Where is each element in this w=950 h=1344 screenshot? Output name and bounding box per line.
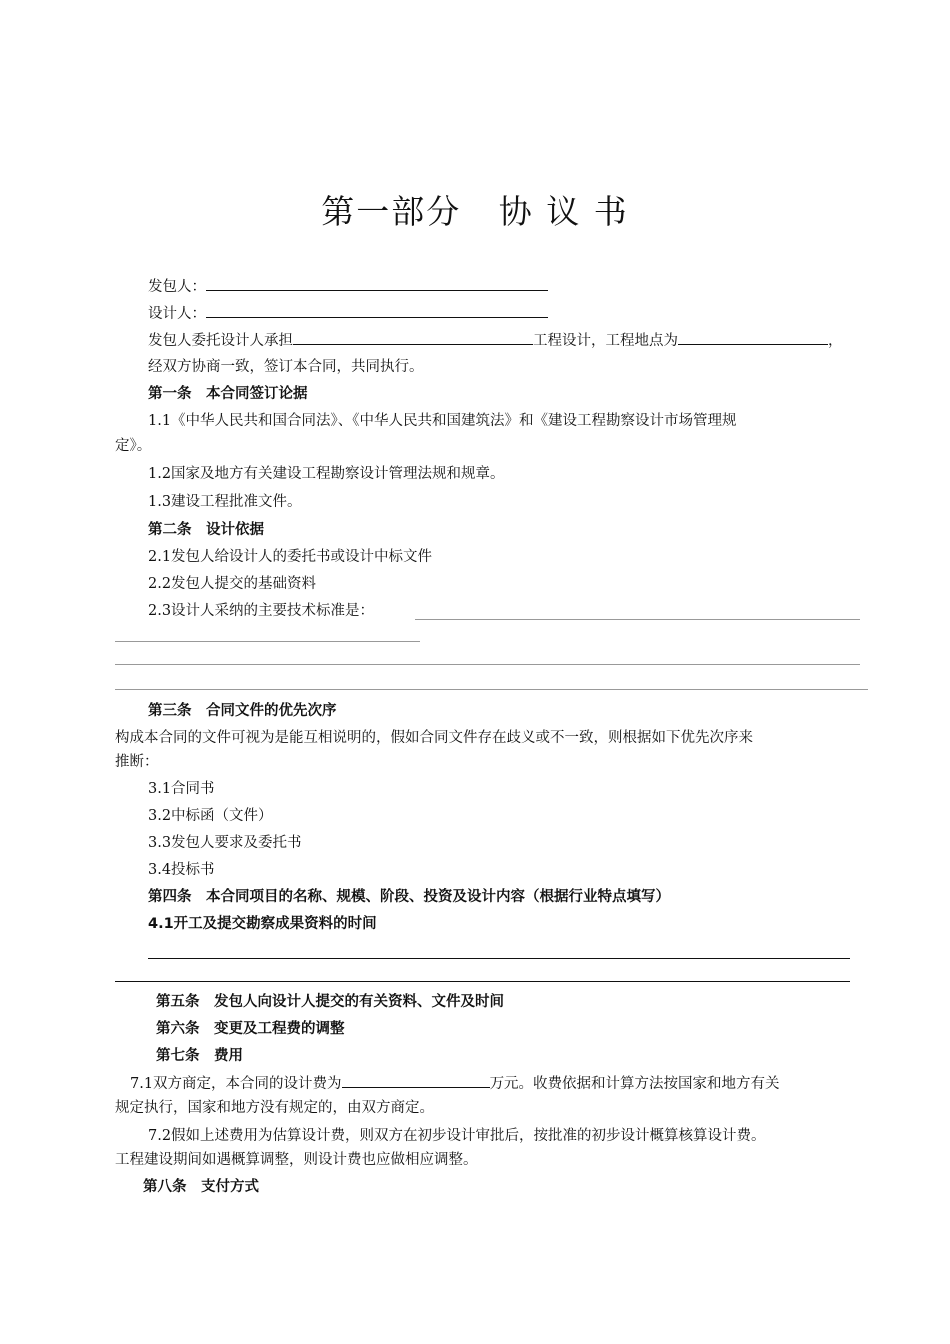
article-1-item-2: 1.2国家及地方有关建设工程勘察设计管理法规和规章。 — [148, 466, 505, 482]
schedule-blank-2[interactable] — [115, 981, 850, 982]
designer-label: 设计人： — [148, 306, 206, 322]
article-1-item-3: 1.3建设工程批准文件。 — [148, 494, 302, 510]
article-3-heading: 第三条 合同文件的优先次序 — [148, 703, 337, 719]
employer-line — [148, 276, 548, 297]
fee-suffix: 万元。收费依据和计算方法按国家和地方有关 — [489, 1076, 780, 1092]
entrust-line — [148, 330, 843, 351]
title-part: 第一部分 — [321, 192, 462, 231]
article-3-item-4: 3.4投标书 — [148, 862, 215, 878]
article-2-heading: 第二条 设计依据 — [148, 522, 264, 538]
article-3-intro-line-1: 构成本合同的文件可视为是能互相说明的，假如合同文件存在歧义或不一致，则根据如下优先次序来 — [115, 730, 753, 746]
article-5-heading: 第五条 发包人向设计人提交的有关资料、文件及时间 — [156, 994, 504, 1010]
article-4-item-1: 4.1开工及提交勘察成果资料的时间 — [148, 916, 377, 932]
standards-blank-1[interactable] — [415, 619, 860, 620]
article-7-item-2-line-1: 7.2假如上述费用为估算设计费，则双方在初步设计审批后，按批准的初步设计概算核算设计费。 — [148, 1128, 766, 1144]
article-3-item-1: 3.1合同书 — [148, 781, 215, 797]
article-7-heading: 第七条 费用 — [156, 1048, 243, 1064]
standards-blank-3[interactable] — [115, 664, 860, 665]
entrust-mid: 工程设计，工程地点为 — [533, 333, 678, 349]
entrust-prefix: 发包人委托设计人承担 — [148, 333, 293, 349]
employer-blank[interactable] — [206, 276, 548, 291]
article-1-heading: 第一条 本合同签订论据 — [148, 386, 308, 402]
title-name: 协 议 书 — [498, 192, 629, 231]
article-2-item-3: 2.3设计人采纳的主要技术标准是： — [148, 603, 375, 619]
article-2-item-2: 2.2发包人提交的基础资料 — [148, 576, 317, 592]
project-name-blank[interactable] — [293, 330, 533, 345]
fee-prefix: 7.1双方商定，本合同的设计费为 — [130, 1076, 342, 1092]
article-2-item-1: 2.1发包人给设计人的委托书或设计中标文件 — [148, 549, 433, 565]
agree-text: 经双方协商一致，签订本合同，共同执行。 — [148, 359, 424, 375]
article-7-item-2-line-2: 工程建设期间如遇概算调整，则设计费也应做相应调整。 — [115, 1152, 478, 1168]
article-8-heading: 第八条 支付方式 — [143, 1179, 259, 1195]
article-7-item-1-line-1 — [130, 1073, 780, 1094]
standards-blank-4[interactable] — [115, 689, 868, 690]
article-4-heading: 第四条 本合同项目的名称、规模、阶段、投资及设计内容（根据行业特点填写） — [148, 889, 670, 905]
standards-blank-2[interactable] — [115, 641, 420, 642]
entrust-end: ， — [828, 333, 843, 349]
article-3-item-3: 3.3发包人要求及委托书 — [148, 835, 302, 851]
article-6-heading: 第六条 变更及工程费的调整 — [156, 1021, 345, 1037]
article-3-intro-line-2: 推断： — [115, 754, 159, 770]
article-3-item-2: 3.2中标函（文件） — [148, 808, 273, 824]
designer-blank[interactable] — [206, 303, 548, 318]
page-title — [0, 188, 950, 236]
employer-label: 发包人： — [148, 279, 206, 295]
designer-line — [148, 303, 548, 324]
article-1-item-1-line-2: 定》。 — [115, 438, 152, 454]
fee-amount-blank[interactable] — [342, 1073, 490, 1088]
project-location-blank[interactable] — [678, 330, 828, 345]
article-1-item-1-line-1: 1.1《中华人民共和国合同法》、《中华人民共和国建筑法》和《建设工程勘察设计市场管理规 — [148, 413, 737, 429]
schedule-blank-1[interactable] — [148, 958, 850, 959]
article-7-item-1-line-2: 规定执行，国家和地方没有规定的，由双方商定。 — [115, 1100, 434, 1116]
